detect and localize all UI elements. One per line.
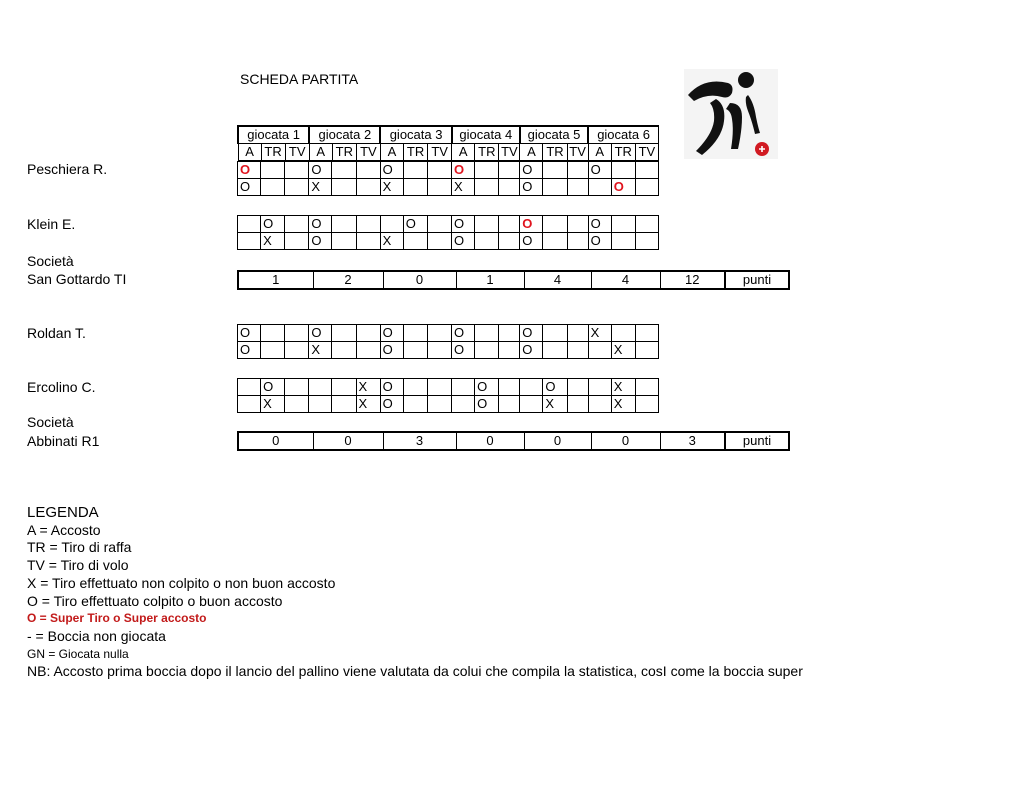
shot-type-header: A (380, 144, 403, 161)
legend (27, 504, 803, 681)
mark-cell: O (451, 325, 474, 342)
shot-type-header: TV (428, 144, 452, 161)
game-header: giocata 3 (380, 126, 451, 144)
team-name: San Gottardo TI (27, 271, 127, 287)
mark-cell: X (451, 179, 474, 196)
game-score: 3 (383, 432, 456, 450)
mark-cell (567, 216, 588, 233)
mark-cell (332, 179, 356, 196)
mark-cell: O (588, 216, 611, 233)
game-header: giocata 5 (520, 126, 588, 144)
shot-type-header: A (520, 144, 543, 161)
mark-cell: O (520, 325, 543, 342)
shot-type-header: TR (475, 144, 499, 161)
mark-cell: O (380, 162, 403, 179)
shot-type-header: A (588, 144, 611, 161)
mark-cell (543, 162, 567, 179)
mark-cell (520, 379, 543, 396)
mark-cell (238, 396, 261, 413)
mark-cell (332, 396, 356, 413)
mark-cell (475, 233, 499, 250)
game-score: 0 (524, 432, 591, 450)
mark-cell (309, 396, 332, 413)
game-score: 4 (591, 271, 660, 289)
legend-item: O = Tiro effettuato colpito o buon accosto (27, 592, 283, 609)
mark-cell (543, 342, 567, 359)
legend-heading: LEGENDA (27, 504, 99, 521)
mark-cell (403, 162, 427, 179)
mark-cell: O (238, 179, 261, 196)
mark-cell (332, 216, 356, 233)
mark-cell: X (356, 396, 380, 413)
mark-cell (635, 162, 658, 179)
mark-cell: X (309, 179, 332, 196)
shot-type-header: TV (499, 144, 520, 161)
mark-cell (356, 179, 380, 196)
mark-cell (427, 325, 451, 342)
mark-cell: X (261, 396, 285, 413)
mark-cell: O (520, 162, 543, 179)
game-score: 1 (238, 271, 313, 289)
marks-row (238, 342, 659, 359)
mark-cell: X (611, 396, 635, 413)
shot-type-header: TR (332, 144, 356, 161)
mark-cell (238, 379, 261, 396)
societa-label: Società (27, 414, 74, 430)
legend-item: TV = Tiro di volo (27, 557, 129, 574)
mark-cell: O (403, 216, 427, 233)
mark-cell (567, 396, 588, 413)
mark-cell (427, 396, 451, 413)
total-score: 12 (660, 271, 725, 289)
shot-type-header: TR (404, 144, 428, 161)
marks-row (238, 233, 659, 250)
mark-cell (567, 162, 588, 179)
game-score: 2 (313, 271, 383, 289)
shot-type-header: TV (567, 144, 588, 161)
game-score: 0 (383, 271, 456, 289)
game-header: giocata 6 (588, 126, 658, 144)
bocce-player-logo (684, 69, 778, 159)
mark-cell: O (475, 379, 499, 396)
total-score: 3 (660, 432, 725, 450)
mark-cell: O (520, 216, 543, 233)
legend-item: X = Tiro effettuato non colpito o non buon accosto (27, 574, 336, 591)
mark-cell: O (451, 162, 474, 179)
shot-type-header: TR (261, 144, 285, 161)
marks-row (238, 379, 659, 396)
mark-cell (588, 396, 611, 413)
mark-cell (403, 379, 427, 396)
mark-cell: O (520, 179, 543, 196)
shot-type-header: TR (611, 144, 635, 161)
shot-type-header: A (309, 144, 332, 161)
mark-cell (611, 233, 635, 250)
team-score-table (237, 431, 790, 451)
mark-cell (332, 379, 356, 396)
mark-cell: O (261, 379, 285, 396)
mark-cell (635, 396, 658, 413)
mark-cell (635, 342, 658, 359)
mark-cell (475, 162, 499, 179)
game-score: 0 (238, 432, 313, 450)
mark-cell (499, 396, 520, 413)
mark-cell (332, 162, 356, 179)
mark-cell: O (451, 216, 474, 233)
mark-cell (403, 233, 427, 250)
mark-cell (403, 342, 427, 359)
mark-cell: O (451, 233, 474, 250)
mark-cell (427, 379, 451, 396)
mark-cell (451, 379, 474, 396)
mark-cell (427, 179, 451, 196)
mark-cell (499, 325, 520, 342)
game-score: 0 (591, 432, 660, 450)
mark-cell (285, 162, 309, 179)
marks-row (238, 179, 659, 196)
societa-label: Società (27, 253, 74, 269)
mark-cell: O (309, 216, 332, 233)
mark-cell (285, 379, 309, 396)
game-header: giocata 4 (452, 126, 520, 144)
mark-cell: X (356, 379, 380, 396)
mark-cell (499, 379, 520, 396)
mark-cell (427, 233, 451, 250)
mark-cell: O (588, 162, 611, 179)
page-title: SCHEDA PARTITA (240, 71, 359, 87)
mark-cell: O (261, 216, 285, 233)
mark-cell: X (380, 233, 403, 250)
shot-type-header: A (238, 144, 261, 161)
mark-cell (285, 396, 309, 413)
player-name: Klein E. (27, 216, 76, 232)
mark-cell (380, 216, 403, 233)
mark-cell (403, 396, 427, 413)
shot-type-header: TV (356, 144, 380, 161)
player-name: Ercolino C. (27, 379, 96, 395)
games-header (237, 125, 659, 161)
mark-cell: X (261, 233, 285, 250)
mark-cell (635, 233, 658, 250)
legend-item-super: O = Super Tiro o Super accosto (27, 611, 207, 626)
mark-cell: X (611, 342, 635, 359)
mark-cell: X (380, 179, 403, 196)
player-marks-table (237, 161, 659, 196)
game-score: 4 (524, 271, 591, 289)
shot-type-header: TV (635, 144, 658, 161)
mark-cell: O (380, 379, 403, 396)
mark-cell (567, 325, 588, 342)
mark-cell (403, 179, 427, 196)
game-score: 0 (313, 432, 383, 450)
mark-cell (356, 342, 380, 359)
mark-cell: X (611, 379, 635, 396)
mark-cell (403, 325, 427, 342)
mark-cell (611, 216, 635, 233)
team-name: Abbinati R1 (27, 433, 100, 449)
mark-cell: O (309, 325, 332, 342)
mark-cell (567, 179, 588, 196)
player-marks-table (237, 215, 659, 250)
mark-cell: O (238, 325, 261, 342)
shot-type-header: TR (543, 144, 567, 161)
mark-cell (261, 325, 285, 342)
mark-cell (499, 162, 520, 179)
player-marks-table (237, 378, 659, 413)
mark-cell (499, 342, 520, 359)
mark-cell (499, 216, 520, 233)
mark-cell (588, 179, 611, 196)
player-name: Peschiera R. (27, 161, 108, 177)
mark-cell (332, 325, 356, 342)
mark-cell (238, 233, 261, 250)
mark-cell (285, 325, 309, 342)
points-label: punti (725, 432, 789, 450)
mark-cell (475, 342, 499, 359)
mark-cell (285, 342, 309, 359)
mark-cell (543, 179, 567, 196)
mark-cell (332, 233, 356, 250)
mark-cell: O (588, 233, 611, 250)
mark-cell: O (380, 396, 403, 413)
mark-cell (427, 216, 451, 233)
legend-item: GN = Giocata nulla (27, 646, 129, 661)
shot-type-header: TV (285, 144, 309, 161)
mark-cell (261, 342, 285, 359)
mark-cell (543, 216, 567, 233)
mark-cell (635, 379, 658, 396)
mark-cell (427, 162, 451, 179)
mark-cell (611, 325, 635, 342)
mark-cell: O (520, 233, 543, 250)
marks-row (238, 162, 659, 179)
mark-cell: O (238, 162, 261, 179)
mark-cell (261, 162, 285, 179)
mark-cell: O (309, 233, 332, 250)
mark-cell: X (543, 396, 567, 413)
mark-cell (567, 233, 588, 250)
mark-cell: O (451, 342, 474, 359)
mark-cell: O (380, 325, 403, 342)
mark-cell (285, 233, 309, 250)
mark-cell (635, 216, 658, 233)
mark-cell (238, 216, 261, 233)
mark-cell (635, 179, 658, 196)
game-header: giocata 2 (309, 126, 380, 144)
mark-cell: O (238, 342, 261, 359)
mark-cell: X (588, 325, 611, 342)
team-score-table (237, 270, 790, 290)
legend-item: A = Accosto (27, 521, 101, 538)
mark-cell (261, 179, 285, 196)
mark-cell (475, 179, 499, 196)
mark-cell (309, 379, 332, 396)
marks-row (238, 396, 659, 413)
mark-cell (543, 233, 567, 250)
mark-cell: O (380, 342, 403, 359)
mark-cell: O (543, 379, 567, 396)
mark-cell (543, 325, 567, 342)
mark-cell (356, 162, 380, 179)
marks-row (238, 325, 659, 342)
game-score: 1 (456, 271, 524, 289)
mark-cell (588, 379, 611, 396)
bocce-player-icon (684, 69, 778, 159)
legend-item: - = Boccia non giocata (27, 627, 166, 644)
mark-cell (285, 179, 309, 196)
points-label: punti (725, 271, 789, 289)
mark-cell (427, 342, 451, 359)
mark-cell (285, 216, 309, 233)
mark-cell (611, 162, 635, 179)
mark-cell: O (475, 396, 499, 413)
mark-cell: O (520, 342, 543, 359)
mark-cell (475, 325, 499, 342)
mark-cell (520, 396, 543, 413)
mark-cell (588, 342, 611, 359)
mark-cell (332, 342, 356, 359)
mark-cell (356, 216, 380, 233)
mark-cell (567, 342, 588, 359)
mark-cell (567, 379, 588, 396)
legend-note: NB: Accosto prima boccia dopo il lancio del pallino viene valutata da colui che compila la statistica, cosI come la boccia super (27, 663, 803, 680)
mark-cell (635, 325, 658, 342)
mark-cell: X (309, 342, 332, 359)
marks-row (238, 216, 659, 233)
player-marks-table (237, 324, 659, 359)
mark-cell (499, 179, 520, 196)
mark-cell (451, 396, 474, 413)
player-name: Roldan T. (27, 325, 86, 341)
mark-cell: O (611, 179, 635, 196)
mark-cell (475, 216, 499, 233)
shot-type-header: A (452, 144, 475, 161)
mark-cell: O (309, 162, 332, 179)
mark-cell (356, 325, 380, 342)
mark-cell (356, 233, 380, 250)
game-header: giocata 1 (238, 126, 309, 144)
game-score: 0 (456, 432, 524, 450)
legend-item: TR = Tiro di raffa (27, 539, 132, 556)
mark-cell (499, 233, 520, 250)
